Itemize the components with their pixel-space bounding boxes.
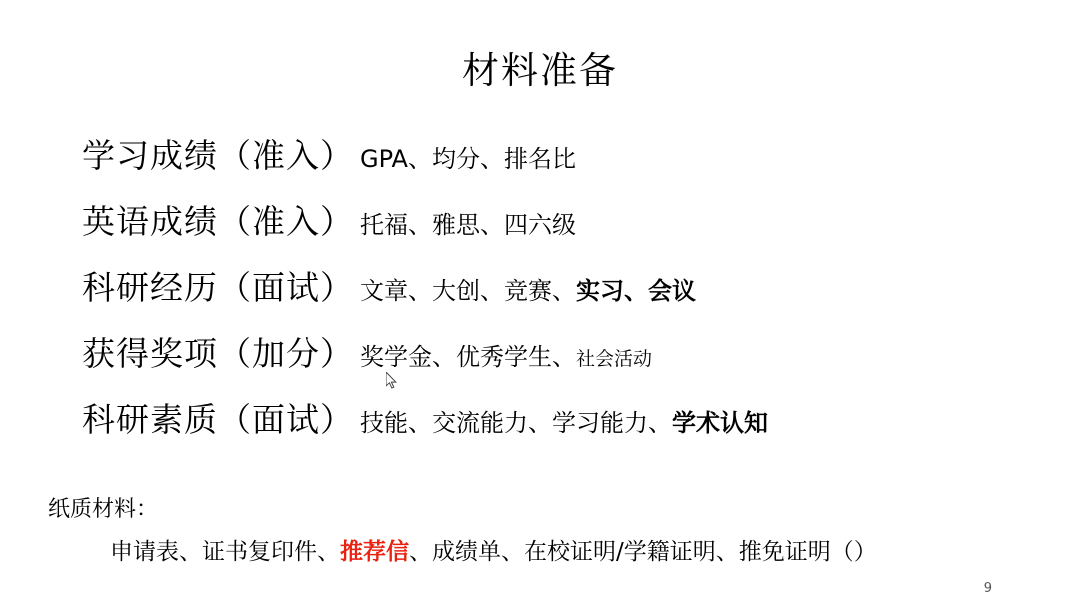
page-number: 9	[983, 581, 992, 596]
list-item-heading: 科研经历（面试）	[82, 268, 354, 307]
list-item-detail	[360, 403, 768, 438]
list-item-heading: 英语成绩（准入）	[82, 202, 354, 241]
detail-plain: 技能、交流能力、学习能力、	[360, 409, 672, 437]
paper-materials-list	[110, 533, 1068, 566]
list-item	[82, 262, 1022, 328]
paper-before-highlight: 申请表、证书复印件、	[110, 539, 340, 565]
list-item-heading: 获得奖项（加分）	[82, 334, 354, 373]
detail-plain: 奖学金、优秀学生、	[360, 343, 576, 371]
detail-plain: GPA、均分、排名比	[360, 145, 576, 173]
list-item	[82, 196, 1022, 262]
list-item-detail	[360, 271, 696, 306]
detail-small: 社会活动	[576, 348, 653, 370]
list-item-heading: 学习成绩（准入）	[82, 136, 354, 175]
paper-highlight: 推荐信	[340, 539, 409, 565]
detail-plain: 文章、大创、竞赛、	[360, 277, 576, 305]
paper-after-highlight: 、成绩单、在校证明/学籍证明、推免证明（）	[409, 539, 877, 565]
list-item-detail	[360, 205, 576, 240]
detail-plain: 托福、雅思、四六级	[360, 211, 576, 239]
page-title: 材料准备	[462, 49, 618, 92]
detail-bold: 学术认知	[672, 409, 768, 437]
list-item	[82, 130, 1022, 196]
detail-bold: 实习、会议	[576, 277, 696, 305]
list-item-detail	[360, 139, 576, 174]
list-item-detail	[360, 337, 652, 372]
requirements-list	[82, 130, 1022, 460]
list-item	[82, 394, 1022, 460]
list-item-heading: 科研素质（面试）	[82, 400, 354, 439]
list-item	[82, 328, 1022, 394]
paper-materials-label: 纸质材料：	[48, 497, 159, 522]
paper-materials-block	[48, 492, 1068, 566]
